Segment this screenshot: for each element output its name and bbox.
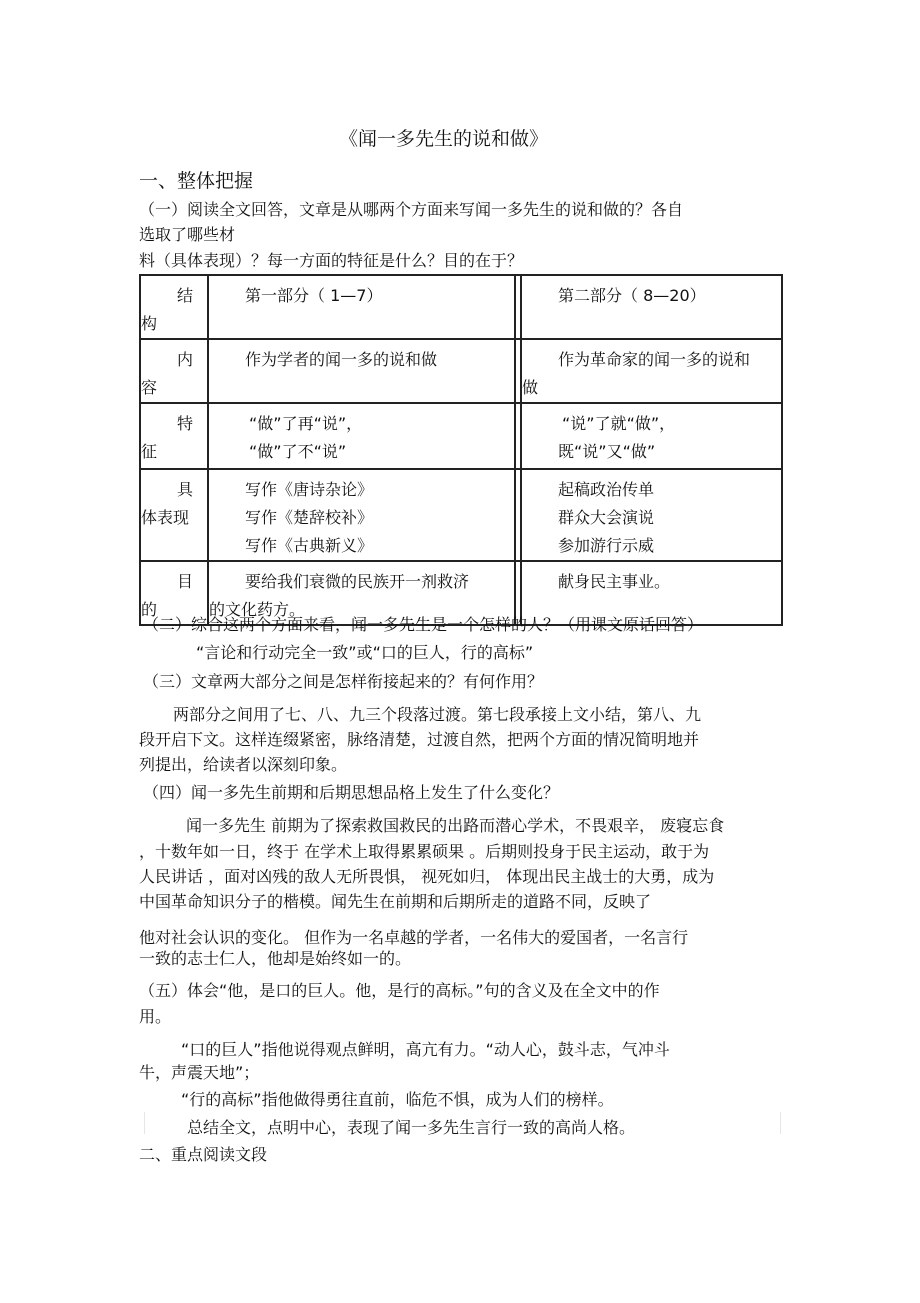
cell-text: 起稿政治传单 [558, 480, 655, 499]
cell-text: 要给我们衰微的民族开一剂救济 [245, 572, 470, 591]
section-heading-1: 一、整体把握 [139, 170, 254, 192]
question-1-line-3: 料（具体表现）？每一方面的特征是什么？目的在于？ [139, 251, 524, 270]
row-label: 具 [176, 480, 193, 499]
cell-text: 既“说”又“做” [558, 442, 656, 461]
cell-text: 作为学者的闻一多的说和做 [245, 350, 438, 369]
row-label-cont: 容 [141, 378, 158, 397]
document-title: 《闻一多先生的说和做》 [339, 128, 549, 150]
cell-text: 写作《楚辞校补》 [245, 508, 374, 527]
question-4: （四）闻一多先生前期和后期思想品格上发生了什么变化？ [143, 783, 560, 802]
cell-text: 写作《古典新义》 [245, 536, 374, 555]
answer-4-line-1: 闻一多先生 前期为了探索救国救民的出路而潜心学术，不畏艰辛， 废寝忘食 [186, 816, 725, 835]
answer-3-line-1: 两部分之间用了七、八、九三个段落过渡。第七段承接上文小结，第八、九 [173, 705, 702, 724]
cell-text: 参加游行示威 [558, 536, 655, 555]
answer-5-line-1: “口的巨人”指他说得观点鲜明，高亢有力。“动人心，鼓斗志，气冲斗 [181, 1040, 670, 1059]
row-label: 特 [176, 414, 193, 433]
answer-4-line-4: 中国革命知识分子的楷模。闻先生在前期和后期所走的道路不同，反映了 [139, 892, 652, 911]
cell-text: 写作《唐诗杂论》 [245, 480, 374, 499]
cell-text-cont: 的文化药方。 [209, 600, 306, 619]
table-row-details [140, 469, 782, 561]
answer-4-line-6: 一致的志士仁人，他却是始终如一的。 [139, 949, 412, 968]
cell-text: 群众大会演说 [558, 508, 655, 527]
cell-text: 第二部分（ 8—20） [558, 286, 706, 305]
answer-4-line-2: ，十数年如一日，终于 在学术上取得累累硕果 。后期则投身于民主运动，敢于为 [139, 842, 710, 861]
question-1-line-2: 选取了哪些材 [139, 225, 236, 244]
row-label: 结 [176, 286, 193, 305]
cell-text: 作为革命家的闻一多的说和 [558, 350, 751, 369]
cell-text: “说”了就“做”， [562, 414, 676, 433]
cell-text-cont: 做 [522, 378, 539, 397]
question-5-line-1: （五）体会“他，是口的巨人。他，是行的高标。”句的含义及在全文中的作 [139, 981, 660, 1000]
row-label-cont: 的 [141, 600, 158, 619]
row-label: 内 [176, 350, 193, 369]
table-row-structure [140, 275, 782, 339]
answer-5-line-2: 牛，声震天地”； [139, 1063, 260, 1082]
answer-4-line-3: 人民讲话 ，面对凶残的敌人无所畏惧， 视死如归， 体现出民主战士的大勇，成为 [139, 867, 715, 886]
answer-5-line-4: 总结全文，点明中心，表现了闻一多先生言行一致的高尚人格。 [187, 1118, 636, 1137]
answer-3-line-2: 段开启下文。这样连缀紧密，脉络清楚，过渡自然，把两个方面的情况简明地并 [139, 730, 700, 749]
row-label-cont: 体表现 [141, 508, 190, 527]
answer-3-line-3: 列提出，给读者以深刻印象。 [139, 755, 348, 774]
faint-rule-right [780, 1112, 781, 1134]
faint-rule-left [144, 1112, 145, 1134]
cell-text: “做”了再“说”， [249, 414, 363, 433]
row-label-cont: 征 [141, 442, 158, 461]
structure-table [139, 274, 783, 626]
cell-text: 第一部分（ 1—7） [245, 286, 383, 305]
question-5-line-2: 用。 [139, 1007, 172, 1026]
answer-2: “言论和行动完全一致”或“口的巨人，行的高标” [196, 643, 534, 662]
section-heading-2: 二、重点阅读文段 [139, 1145, 268, 1164]
question-2: （二）综合这两个方面来看，闻一多先生是一个怎样的人？（用课文原话回答） [143, 615, 704, 634]
answer-4-line-5: 他对社会认识的变化。 但作为一名卓越的学者，一名伟大的爱国者，一名言行 [139, 928, 689, 947]
row-label: 目 [176, 572, 193, 591]
question-3: （三）文章两大部分之间是怎样衔接起来的？有何作用？ [143, 672, 544, 691]
row-label-cont: 构 [141, 314, 158, 333]
table-row-content [140, 339, 782, 403]
question-1-line-1: （一）阅读全文回答，文章是从哪两个方面来写闻一多先生的说和做的？各自 [139, 200, 684, 219]
answer-5-line-3: “行的高标”指他做得勇往直前，临危不惧，成为人们的榜样。 [181, 1090, 614, 1109]
table-row-features [140, 403, 782, 469]
cell-text: “做”了不“说” [249, 442, 347, 461]
cell-text: 献身民主事业。 [558, 572, 671, 591]
